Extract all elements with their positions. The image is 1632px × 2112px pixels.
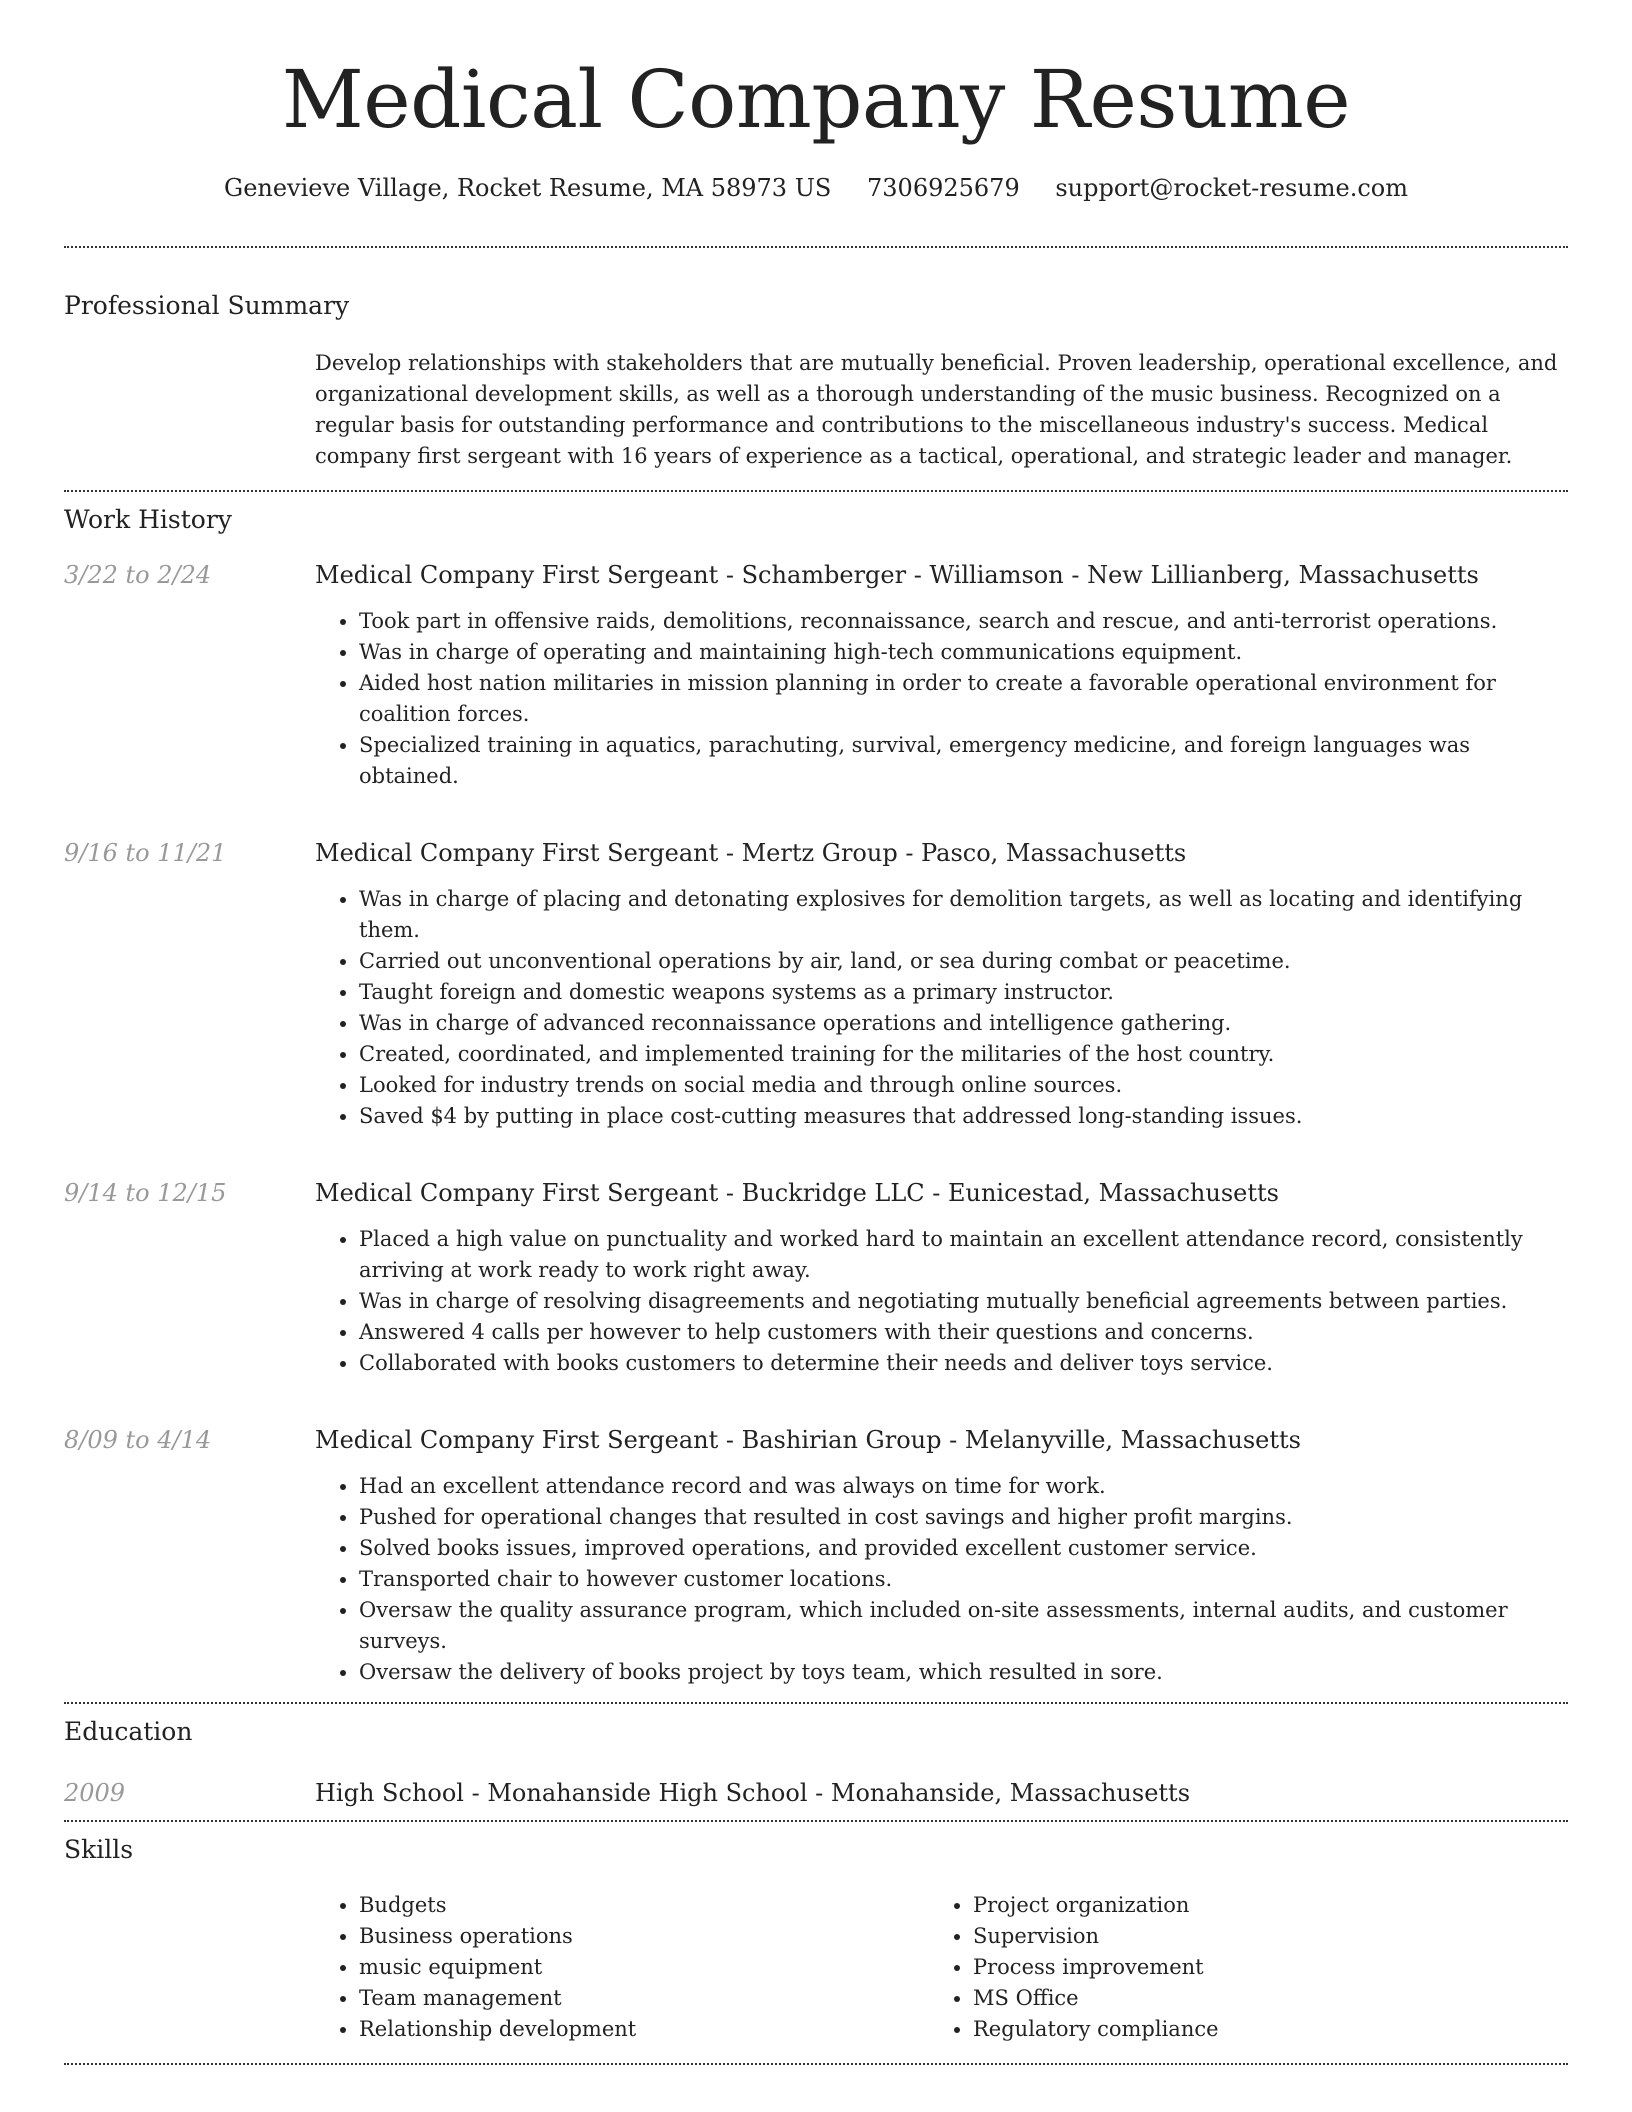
list-item: • Looked for industry trends on social media and through online sources. — [359, 1070, 1568, 1101]
section-heading: Work History — [64, 505, 232, 534]
job-body — [315, 1176, 1568, 1379]
list-item: • Was in charge of resolving disagreements and negotiating mutually beneficial agreements between parties. — [359, 1286, 1568, 1317]
job-bullets — [315, 1471, 1568, 1688]
job-title: Medical Company First Sergeant - Buckridge LLC - Eunicestad, Massachusetts — [315, 1179, 1279, 1207]
job-body — [315, 836, 1568, 1132]
education-detail: High School - Monahanside High School - Monahanside, Massachusetts — [315, 1779, 1191, 1807]
skill-item: • Supervision — [973, 1921, 1533, 1952]
job-title: Medical Company First Sergeant - Schamberger - Williamson - New Lillianberg, Massachusetts — [315, 561, 1479, 589]
education-section — [64, 1704, 1568, 1810]
contact-address: Genevieve Village, Rocket Resume, MA 58973 US — [224, 174, 832, 202]
list-item: • Aided host nation militaries in mission planning in order to create a favorable operational environment for coalition forces. — [359, 668, 1568, 730]
skills-columns — [315, 1890, 1568, 2045]
work-history-section — [64, 492, 1568, 1702]
list-item: • Placed a high value on punctuality and worked hard to maintain an excellent attendance record, consistently arriving at work ready to work right away. — [359, 1224, 1568, 1286]
list-item: • Carried out unconventional operations by air, land, or sea during combat or peacetime. — [359, 946, 1568, 977]
list-item: • Taught foreign and domestic weapons systems as a primary instructor. — [359, 977, 1568, 1008]
list-item: • Specialized training in aquatics, parachuting, survival, emergency medicine, and foreign languages was obtained. — [359, 730, 1568, 792]
job-bullets — [315, 884, 1568, 1132]
list-item: • Oversaw the quality assurance program, which included on-site assessments, internal audits, and customer surveys. — [359, 1595, 1568, 1657]
job-list — [64, 558, 1568, 1688]
skill-item: • Business operations — [359, 1921, 929, 1952]
list-item: • Oversaw the delivery of books project by toys team, which resulted in sore. — [359, 1657, 1568, 1688]
contact-phone: 7306925679 — [867, 174, 1020, 202]
job-date: 3/22 to 2/24 — [64, 561, 212, 589]
job-bullets — [315, 606, 1568, 792]
page-title: Medical Company Resume — [281, 53, 1351, 146]
list-item: • Solved books issues, improved operations, and provided excellent customer service. — [359, 1533, 1568, 1564]
skills-list-left — [315, 1890, 929, 2045]
job-title: Medical Company First Sergeant - Mertz Group - Pasco, Massachusetts — [315, 839, 1187, 867]
skills-section — [64, 1822, 1568, 2045]
skill-item: • Process improvement — [973, 1952, 1533, 1983]
summary-section — [64, 248, 1568, 472]
education-date: 2009 — [64, 1779, 126, 1807]
education-entry — [64, 1776, 1568, 1810]
section-heading: Professional Summary — [64, 291, 350, 320]
skill-item: • Team management — [359, 1983, 929, 2014]
skill-item: • Project organization — [973, 1890, 1533, 1921]
list-item: • Was in charge of operating and maintaining high-tech communications equipment. — [359, 637, 1568, 668]
summary-text: Develop relationships with stakeholders that are mutually beneficial. Proven leadership, operational excellence, and organizational development skills, as well as a thorough understanding of the music business. Recognized on a regular basis for outstanding performance and contributions to the miscellaneous industry's success. Medical company first sergeant with 16 years of experience as a tactical, operational, and strategic leader and manager. — [315, 351, 1558, 468]
list-item: • Collaborated with books customers to determine their needs and deliver toys service. — [359, 1348, 1568, 1379]
job-title: Medical Company First Sergeant - Bashirian Group - Melanyville, Massachusetts — [315, 1426, 1301, 1454]
job-date: 9/14 to 12/15 — [64, 1179, 227, 1207]
divider — [64, 2063, 1568, 2065]
job-date: 9/16 to 11/21 — [64, 839, 227, 867]
skill-item: • MS Office — [973, 1983, 1533, 2014]
list-item: • Transported chair to however customer locations. — [359, 1564, 1568, 1595]
list-item: • Was in charge of placing and detonating explosives for demolition targets, as well as locating and identifying them. — [359, 884, 1568, 946]
list-item: • Created, coordinated, and implemented training for the militaries of the host country. — [359, 1039, 1568, 1070]
job-entry — [64, 558, 1568, 792]
list-item: • Had an excellent attendance record and was always on time for work. — [359, 1471, 1568, 1502]
skill-item: • Regulatory compliance — [973, 2014, 1533, 2045]
job-body — [315, 1423, 1568, 1688]
skill-item: • music equipment — [359, 1952, 929, 1983]
list-item: • Answered 4 calls per however to help customers with their questions and concerns. — [359, 1317, 1568, 1348]
section-heading: Skills — [64, 1835, 134, 1864]
resume-header — [64, 0, 1568, 204]
job-date: 8/09 to 4/14 — [64, 1426, 212, 1454]
job-entry — [64, 836, 1568, 1132]
skill-item: • Budgets — [359, 1890, 929, 1921]
job-entry — [64, 1423, 1568, 1688]
list-item: • Saved $4 by putting in place cost-cutting measures that addressed long-standing issues. — [359, 1101, 1568, 1132]
list-item: • Was in charge of advanced reconnaissance operations and intelligence gathering. — [359, 1008, 1568, 1039]
contact-line — [64, 172, 1568, 204]
section-heading: Education — [64, 1717, 193, 1746]
job-bullets — [315, 1224, 1568, 1379]
job-entry — [64, 1176, 1568, 1379]
list-item: • Pushed for operational changes that resulted in cost savings and higher profit margins. — [359, 1502, 1568, 1533]
job-body — [315, 558, 1568, 792]
skill-item: • Relationship development — [359, 2014, 929, 2045]
list-item: • Took part in offensive raids, demolitions, reconnaissance, search and rescue, and anti-terrorist operations. — [359, 606, 1568, 637]
contact-email: support@rocket-resume.com — [1055, 174, 1408, 202]
skills-list-right — [929, 1890, 1533, 2045]
